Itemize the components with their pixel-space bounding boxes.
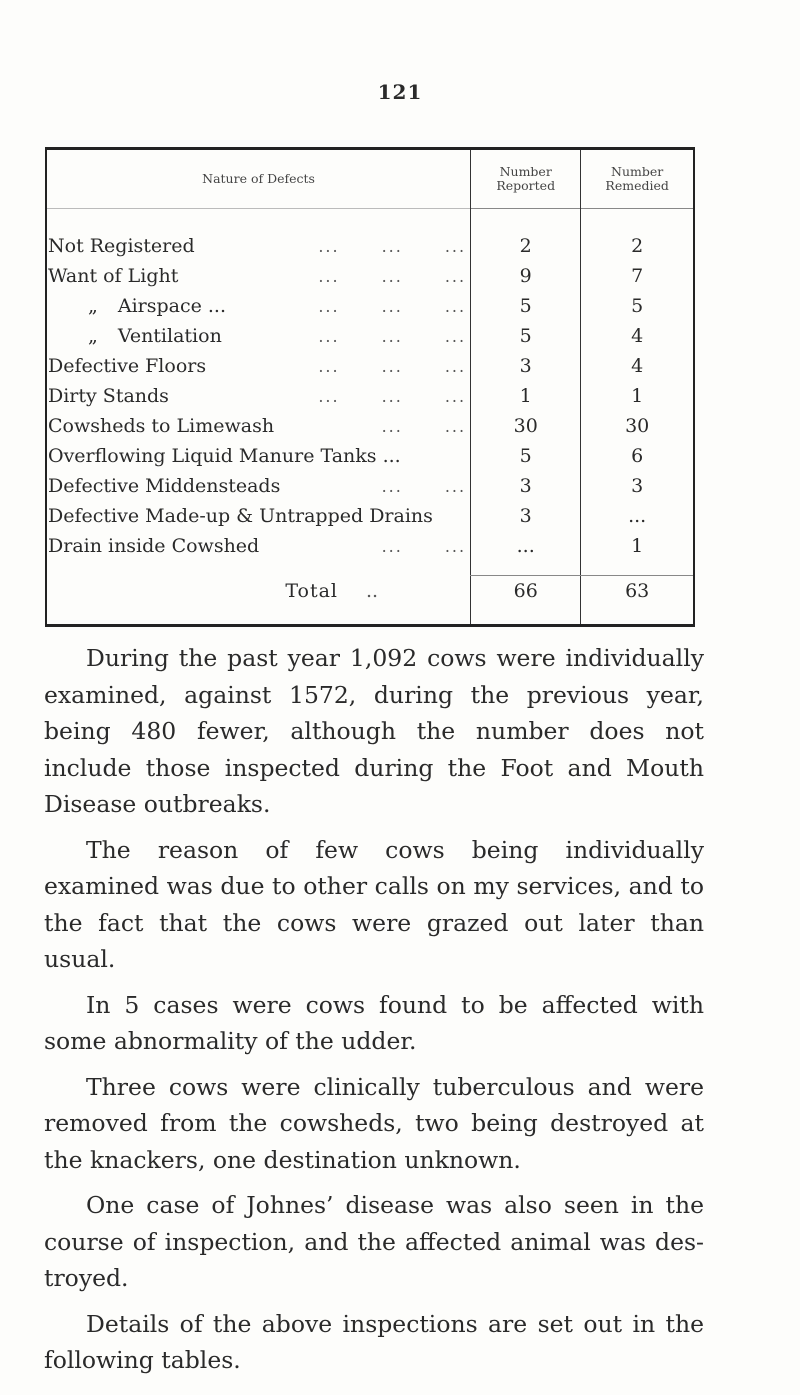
number-reported-cell: 5 bbox=[471, 441, 581, 471]
defect-name bbox=[48, 535, 263, 557]
number-remedied-cell: 2 bbox=[631, 235, 644, 257]
defect-name-cell bbox=[46, 441, 471, 471]
number-reported-cell: 3 bbox=[471, 351, 581, 381]
table-body bbox=[46, 209, 694, 626]
table-row bbox=[46, 231, 694, 261]
defect-label: Not Registered bbox=[48, 235, 195, 257]
number-remedied-cell: 1 bbox=[631, 385, 644, 407]
defects-table bbox=[45, 147, 695, 627]
body-paragraph: One case of Johnes’ disease was also seen in the course of inspection, and the affected animal was des-troyed. bbox=[44, 1191, 704, 1292]
number-reported-cell: 5 bbox=[471, 321, 581, 351]
table-row bbox=[46, 471, 694, 501]
number-remedied-cell: 6 bbox=[631, 445, 644, 467]
total-row bbox=[46, 576, 694, 607]
number-remedied-cell: 4 bbox=[631, 355, 644, 377]
header-number-remedied bbox=[581, 149, 694, 209]
defect-label: Dirty Stands bbox=[48, 385, 169, 407]
body-text bbox=[44, 640, 704, 1388]
leader-dots: ... ... bbox=[381, 476, 467, 496]
defect-name bbox=[48, 265, 182, 287]
defect-name-cell bbox=[46, 381, 471, 411]
defect-label: Ventilation bbox=[117, 325, 222, 347]
page-number: 121 bbox=[377, 80, 423, 104]
leader-dots: ... ... ... bbox=[318, 386, 467, 406]
number-reported-cell: 3 bbox=[471, 501, 581, 531]
header-reported-line2: Reported bbox=[496, 178, 556, 193]
number-remedied-cell: 30 bbox=[625, 415, 650, 437]
table-row bbox=[46, 531, 694, 561]
body-paragraph: During the past year 1,092 cows were individually examined, against 1572, during the previous year, being 480 fewer, although the number does not include those inspected during the Foot and Mouth Disease outbreaks. bbox=[44, 644, 704, 818]
number-reported-cell: ... bbox=[471, 531, 581, 561]
number-reported-cell: 9 bbox=[471, 261, 581, 291]
ditto-mark: „ bbox=[88, 295, 98, 317]
number-remedied-cell: 1 bbox=[631, 535, 644, 557]
table-row bbox=[46, 501, 694, 531]
header-remedied-line1: Number bbox=[611, 164, 664, 179]
leader-dots: ... ... ... bbox=[318, 296, 467, 316]
defect-label: Defective Middensteads bbox=[48, 475, 281, 497]
number-reported-cell: 2 bbox=[471, 231, 581, 261]
defect-name-cell bbox=[46, 231, 471, 261]
leader-dots: ... ... ... bbox=[318, 356, 467, 376]
table-end-row bbox=[46, 606, 694, 626]
defect-name bbox=[48, 295, 230, 317]
defect-name-cell bbox=[46, 501, 471, 531]
header-number-reported bbox=[471, 149, 581, 209]
total-leader-dots: .. bbox=[366, 579, 379, 602]
defect-name-cell bbox=[46, 261, 471, 291]
total-separator-row bbox=[46, 561, 694, 576]
defect-name bbox=[48, 415, 278, 437]
number-remedied-cell: 7 bbox=[631, 265, 644, 287]
number-remedied-cell: ... bbox=[628, 505, 647, 527]
ditto-mark: „ bbox=[88, 325, 98, 347]
number-remedied-cell: 4 bbox=[631, 325, 644, 347]
table-header-row bbox=[46, 149, 694, 209]
header-nature-of-defects: Nature of Defects bbox=[202, 171, 315, 186]
defect-label: Want of Light bbox=[48, 265, 179, 287]
body-paragraph: Details of the above inspections are set out in the following tables. bbox=[44, 1309, 704, 1374]
defect-name bbox=[48, 445, 405, 467]
header-reported-line1: Number bbox=[499, 164, 552, 179]
total-label: Total bbox=[285, 579, 338, 602]
defect-name-cell bbox=[46, 321, 471, 351]
number-reported-cell: 30 bbox=[471, 411, 581, 441]
defect-name bbox=[48, 355, 210, 377]
defect-label: Defective Floors bbox=[48, 355, 207, 377]
defect-label: Defective Made-up & Untrapped Drains bbox=[48, 505, 433, 527]
body-paragraph: The reason of few cows being individually examined was due to other calls on my services, and to the fact that the cows were grazed out later than usual. bbox=[44, 835, 704, 973]
number-remedied-cell: 5 bbox=[631, 295, 644, 317]
leader-dots: ... ... ... bbox=[318, 326, 467, 346]
number-reported-cell: 1 bbox=[471, 381, 581, 411]
defect-label: Overflowing Liquid Manure Tanks ... bbox=[48, 445, 401, 467]
table-row bbox=[46, 381, 694, 411]
number-reported-cell: 5 bbox=[471, 291, 581, 321]
number-reported-cell: 3 bbox=[471, 471, 581, 501]
body-paragraph: In 5 cases were cows found to be affected with some abnormality of the udder. bbox=[44, 990, 704, 1055]
total-remedied: 63 bbox=[625, 580, 650, 602]
defect-name bbox=[48, 505, 437, 527]
defect-name-cell bbox=[46, 291, 471, 321]
table-row bbox=[46, 261, 694, 291]
defect-name-cell bbox=[46, 411, 471, 441]
leader-dots: ... ... ... bbox=[318, 236, 467, 256]
defect-name bbox=[48, 475, 284, 497]
defect-name bbox=[48, 385, 173, 407]
total-reported: 66 bbox=[471, 576, 581, 607]
body-paragraph: Three cows were clinically tuberculous and were removed from the cowsheds, two being destroyed at the knackers, one destination unknown. bbox=[44, 1072, 704, 1174]
table-row bbox=[46, 441, 694, 471]
table-row bbox=[46, 411, 694, 441]
defect-name-cell bbox=[46, 471, 471, 501]
table-row bbox=[46, 351, 694, 381]
defect-name-cell bbox=[46, 351, 471, 381]
header-separator-row bbox=[46, 209, 694, 232]
number-remedied-cell: 3 bbox=[631, 475, 644, 497]
leader-dots: ... ... bbox=[381, 536, 467, 556]
leader-dots: ... ... bbox=[381, 416, 467, 436]
leader-dots: ... ... ... bbox=[318, 266, 467, 286]
defect-label: Drain inside Cowshed bbox=[48, 535, 260, 557]
table-row bbox=[46, 321, 694, 351]
defect-name bbox=[48, 235, 199, 257]
table-row bbox=[46, 291, 694, 321]
defect-name-cell bbox=[46, 531, 471, 561]
header-remedied-line2: Remedied bbox=[605, 178, 669, 193]
total-label-cell bbox=[46, 576, 471, 607]
defect-label: Cowsheds to Limewash bbox=[48, 415, 275, 437]
defect-name bbox=[48, 325, 226, 347]
defect-label: Airspace ... bbox=[117, 295, 227, 317]
